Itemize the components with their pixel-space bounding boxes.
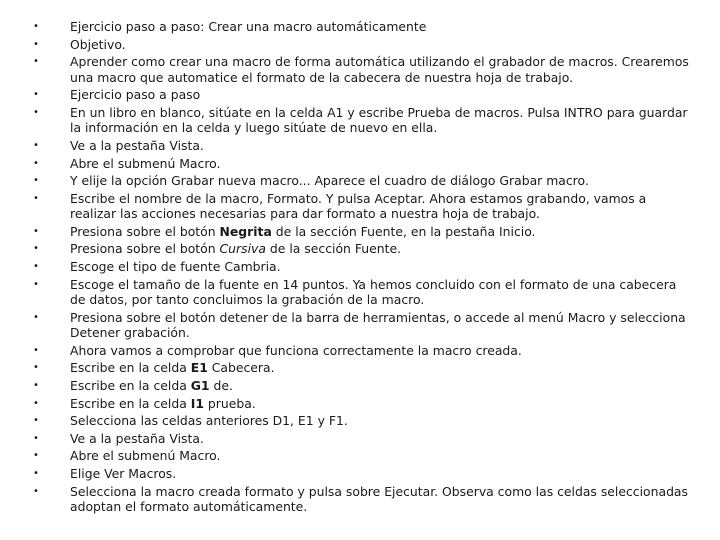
list-item-text: [70, 259, 281, 274]
text-run: Escribe en la celda: [70, 360, 191, 376]
list-item: [0, 413, 720, 429]
list-item-text: [70, 378, 233, 393]
list-item-text: [70, 138, 204, 153]
list-item-text: [70, 156, 220, 171]
bullet-icon: •: [33, 225, 39, 237]
list-item-text: [70, 448, 220, 463]
text-run: Ejercicio paso a paso: Crear una macro automáticamente: [70, 19, 427, 34]
list-item: [0, 277, 720, 308]
list-item: [0, 138, 720, 154]
text-run: Ve a la pestaña Vista.: [70, 137, 204, 153]
text-run: Ejercicio paso a paso: [70, 87, 201, 103]
text-run: Escribe el nombre de la macro, Formato. Y pulsa Aceptar. Ahora estamos grabando, vamos a realizar las acciones necesarias para dar formato a nuestra hoja de trabajo.: [70, 190, 647, 222]
text-run: Aprender como crear una macro de forma automática utilizando el grabador de macros. Crearemos una macro que automatice el formato de la cabecera de nuestra hoja de trabajo.: [70, 54, 689, 85]
bullet-icon: •: [33, 21, 39, 32]
list-item: [0, 191, 720, 222]
list-item: [0, 105, 720, 136]
text-run: Ahora vamos a comprobar que funciona correctamente la macro creada.: [70, 342, 522, 358]
list-item: [0, 310, 720, 341]
list-item: [0, 224, 720, 240]
bullet-icon: •: [33, 157, 39, 169]
bold-text: I1: [190, 395, 204, 411]
text-run: Abre el submenú Macro.: [70, 448, 221, 464]
list-item-text: [70, 19, 426, 34]
bullet-icon: •: [33, 261, 39, 273]
bullet-icon: •: [33, 380, 39, 391]
list-item: [0, 173, 720, 189]
text-run: Escribe en la celda: [70, 378, 191, 393]
document-body: [0, 19, 720, 517]
list-item-text: [70, 484, 688, 515]
text-run: Abre el submenú Macro.: [70, 155, 221, 171]
list-item-text: [70, 191, 646, 222]
list-item: [0, 54, 720, 85]
text-run: Presiona sobre el botón detener de la barra de herramientas, o accede al menú Macro y selecciona Detener grabación.: [70, 309, 686, 341]
bullet-icon: •: [33, 38, 39, 50]
bullet-icon: •: [33, 415, 39, 427]
text-run: Objetivo.: [70, 36, 126, 52]
list-item: [0, 360, 720, 376]
list-item: [0, 19, 720, 35]
text-run: de la sección Fuente, en la pestaña Inicio.: [271, 223, 536, 239]
text-run: Cabecera.: [207, 360, 275, 376]
bullet-icon: •: [33, 139, 39, 151]
list-item-text: [70, 310, 686, 341]
bullet-icon: •: [33, 56, 39, 68]
bullet-icon: •: [33, 450, 39, 462]
bullet-icon: •: [33, 192, 39, 204]
list-item-text: [70, 466, 176, 481]
italic-text: Cursiva: [219, 241, 266, 257]
bold-text: Negrita: [219, 223, 272, 239]
list-item: [0, 156, 720, 172]
list-item-text: [70, 105, 688, 136]
list-item: [0, 343, 720, 359]
bullet-icon: •: [33, 362, 39, 374]
instruction-list: [0, 19, 720, 515]
text-run: En un libro en blanco, sitúate en la celda A1 y escribe Prueba de macros. Pulsa INTRO para guardar la información en la celda y luego sitúate de nuevo en ella.: [70, 104, 688, 136]
bullet-icon: •: [33, 432, 39, 444]
list-item: [0, 87, 720, 103]
list-item-text: [70, 343, 522, 358]
bullet-icon: •: [33, 485, 39, 497]
list-item-text: [70, 413, 348, 428]
list-item: [0, 466, 720, 482]
list-item: [0, 37, 720, 53]
list-item: [0, 378, 720, 394]
bullet-icon: •: [33, 278, 39, 290]
list-item: [0, 484, 720, 515]
list-item-text: [70, 241, 401, 256]
bullet-icon: •: [33, 106, 39, 118]
text-run: Elige Ver Macros.: [70, 465, 177, 481]
text-run: Ve a la pestaña Vista.: [70, 430, 204, 446]
text-run: de la sección Fuente.: [265, 241, 402, 257]
text-run: Presiona sobre el botón: [70, 241, 220, 257]
text-run: Escoge el tipo de fuente Cambria.: [70, 259, 281, 275]
list-item-text: [70, 277, 676, 308]
bullet-icon: •: [33, 311, 39, 323]
bullet-icon: •: [33, 467, 39, 479]
text-run: Escribe en la celda: [70, 395, 191, 411]
list-item-text: [70, 37, 126, 52]
bullet-icon: •: [33, 243, 39, 255]
text-run: Presiona sobre el botón: [70, 223, 220, 239]
list-item: [0, 431, 720, 447]
bullet-icon: •: [33, 397, 39, 409]
bullet-icon: •: [33, 175, 39, 187]
list-item-text: [70, 87, 200, 102]
list-item-text: [70, 396, 256, 411]
text-run: de.: [209, 378, 233, 393]
text-run: Selecciona las celdas anteriores D1, E1 y F1.: [70, 413, 348, 429]
bold-text: E1: [190, 360, 208, 376]
bullet-icon: •: [33, 344, 39, 356]
list-item: [0, 396, 720, 412]
text-run: prueba.: [203, 395, 256, 411]
text-run: Selecciona la macro creada formato y pulsa sobre Ejecutar. Observa como las celdas seleccionadas adoptan el formato automáticamente.: [70, 483, 688, 515]
list-item: [0, 259, 720, 275]
list-item: [0, 448, 720, 464]
list-item-text: [70, 54, 689, 85]
text-run: Y elije la opción Grabar nueva macro... Aparece el cuadro de diálogo Grabar macro.: [70, 173, 589, 189]
bullet-icon: •: [33, 89, 39, 101]
list-item-text: [70, 431, 204, 446]
list-item-text: [70, 224, 536, 239]
list-item: [0, 241, 720, 257]
bold-text: G1: [190, 378, 210, 393]
list-item-text: [70, 360, 275, 375]
list-item-text: [70, 173, 589, 188]
text-run: Escoge el tamaño de la fuente en 14 puntos. Ya hemos concluido con el formato de una cabecera de datos, por tanto concluimos la grabación de la macro.: [70, 276, 677, 308]
